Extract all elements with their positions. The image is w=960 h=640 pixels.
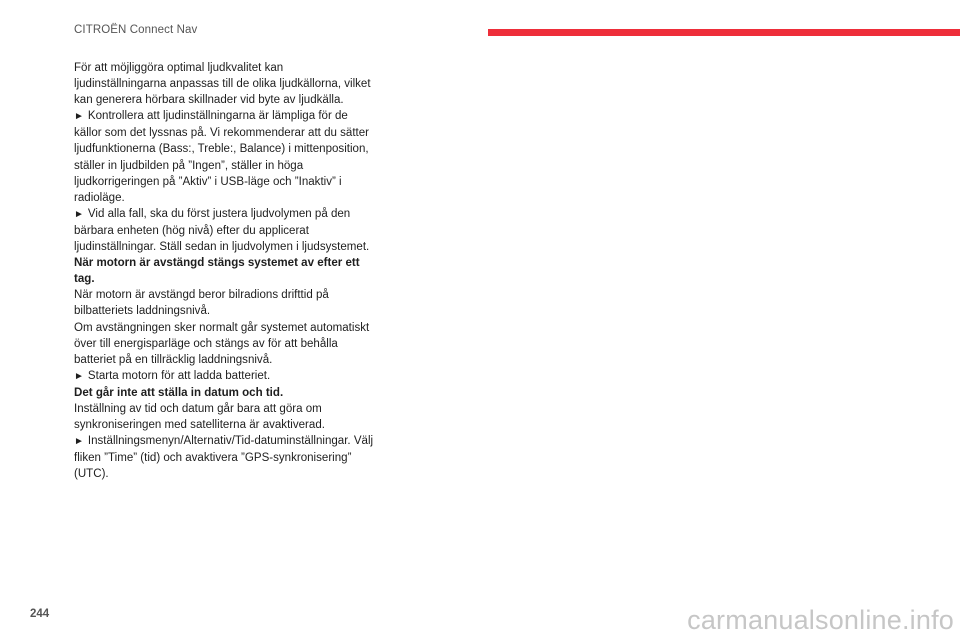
- bullet-text: Inställningsmenyn/Alternativ/Tid-datuminställningar. Välj fliken ”Time” (tid) och avaktivera ”GPS-synkronisering” (UTC).: [74, 435, 374, 481]
- watermark: carmanualsonline.info: [687, 605, 954, 635]
- heading-engine-off: När motorn är avstängd stängs systemet av efter ett tag.: [74, 257, 360, 286]
- bullet-arrow-icon: ►: [74, 208, 84, 220]
- heading-date-time: Det går inte att ställa in datum och tid.: [74, 386, 284, 399]
- paragraph-date-time-sync: Inställning av tid och datum går bara att göra om synkroniseringen med satelliterna är avaktiverad.: [74, 402, 325, 432]
- bullet-paragraph-volume: [74, 206, 374, 255]
- bullet-paragraph-sound-settings: [74, 108, 374, 206]
- bullet-text: Vid alla fall, ska du först justera ljudvolymen på den bärbara enheten (hög nivå) efter du applicerat ljudinställningar. Ställ sedan in ljudvolymen i ljudsystemet.: [74, 207, 370, 254]
- bullet-text: Kontrollera att ljudinställningarna är lämpliga för de källor som det lyssnas på. Vi rekommenderar att du sätter ljudfunktionerna (Bass:, Treble:, Balance) i mittenposition, ställer in ljudbilden på ”Ingen”, ställer in höga ljudkorrigeringen på ”Aktiv” i USB-läge och ”Inaktiv” i radioläge.: [74, 110, 370, 204]
- bullet-arrow-icon: ►: [74, 111, 84, 123]
- bullet-paragraph-start-engine: [74, 368, 374, 385]
- bullet-text: Starta motorn för att ladda batteriet.: [87, 369, 271, 382]
- paragraph-intro: För att möjliggöra optimal ljudkvalitet kan ljudinställningarna anpassas till de olika ljudkällorna, vilket kan generera hörbara skillnader vid byte av ljudkälla.: [74, 62, 371, 107]
- paragraph-energy-saving: Om avstängningen sker normalt går systemet automatiskt över till energisparläge och stängs av för att behålla batteriet på en tillräcklig laddningsnivå.: [74, 321, 370, 366]
- bullet-arrow-icon: ►: [74, 370, 84, 382]
- page-header-title: CITROËN Connect Nav: [74, 24, 198, 36]
- bullet-arrow-icon: ►: [74, 436, 84, 448]
- page-number: 244: [30, 608, 50, 620]
- paragraph-radio-runtime: När motorn är avstängd beror bilradions drifttid på bilbatteriets laddningsnivå.: [74, 289, 329, 318]
- bullet-paragraph-settings-menu: [74, 433, 374, 482]
- document-body: [74, 60, 374, 482]
- header-accent-bar: [488, 29, 960, 36]
